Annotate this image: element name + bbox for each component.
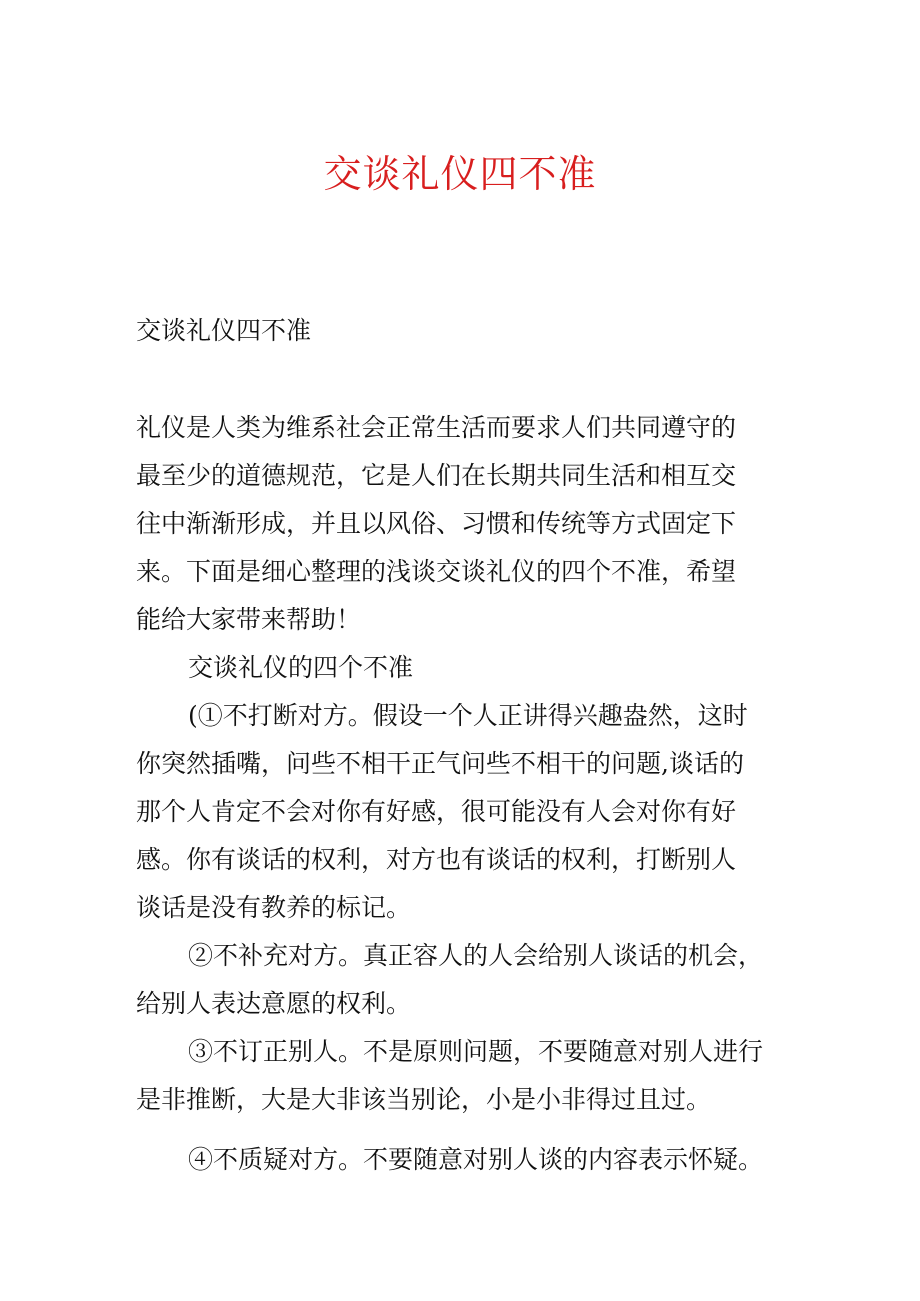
paragraph-line: 来。下面是细心整理的浅谈交谈礼仪的四个不准，希望 <box>136 557 737 586</box>
rule-1-line: 你突然插嘴，问些不相干正气问些不相干的问题,谈话的 <box>136 749 744 778</box>
rule-1-line: 谈话是没有教养的标记。 <box>136 893 412 922</box>
document-title: 交谈礼仪四不准 <box>323 152 597 196</box>
paragraph-line: 礼仪是人类为维系社会正常生活而要求人们共同遵守的 <box>136 413 737 442</box>
rule-1-line: 那个人肯定不会对你有好感，很可能没有人会对你有好 <box>136 797 737 826</box>
rule-1-line: (①不打断对方。假设一个人正讲得兴趣盎然，这时 <box>188 701 748 730</box>
paragraph-line: 能给大家带来帮助！ <box>136 605 362 634</box>
rule-3-line: ③不订正别人。不是原则问题，不要随意对别人进行 <box>188 1037 764 1066</box>
paragraph-line: 最至少的道德规范，它是人们在长期共同生活和相互交 <box>136 461 737 490</box>
paragraph-line: 往中渐渐形成，并且以风俗、习惯和传统等方式固定下 <box>136 509 737 538</box>
rule-3-line: 是非推断，大是大非该当别论，小是小非得过且过。 <box>136 1085 712 1114</box>
rule-2-line: 给别人表达意愿的权利。 <box>136 989 412 1018</box>
document-subtitle: 交谈礼仪四不准 <box>136 316 312 345</box>
rule-2-line: ②不补充对方。真正容人的人会给别人谈话的机会， <box>188 941 764 970</box>
rule-1-line: 感。你有谈话的权利，对方也有谈话的权利，打断别人 <box>136 845 737 874</box>
rule-4-line: ④不质疑对方。不要随意对别人谈的内容表示怀疑。 <box>188 1145 764 1174</box>
section-heading: 交谈礼仪的四个不准 <box>188 653 414 682</box>
